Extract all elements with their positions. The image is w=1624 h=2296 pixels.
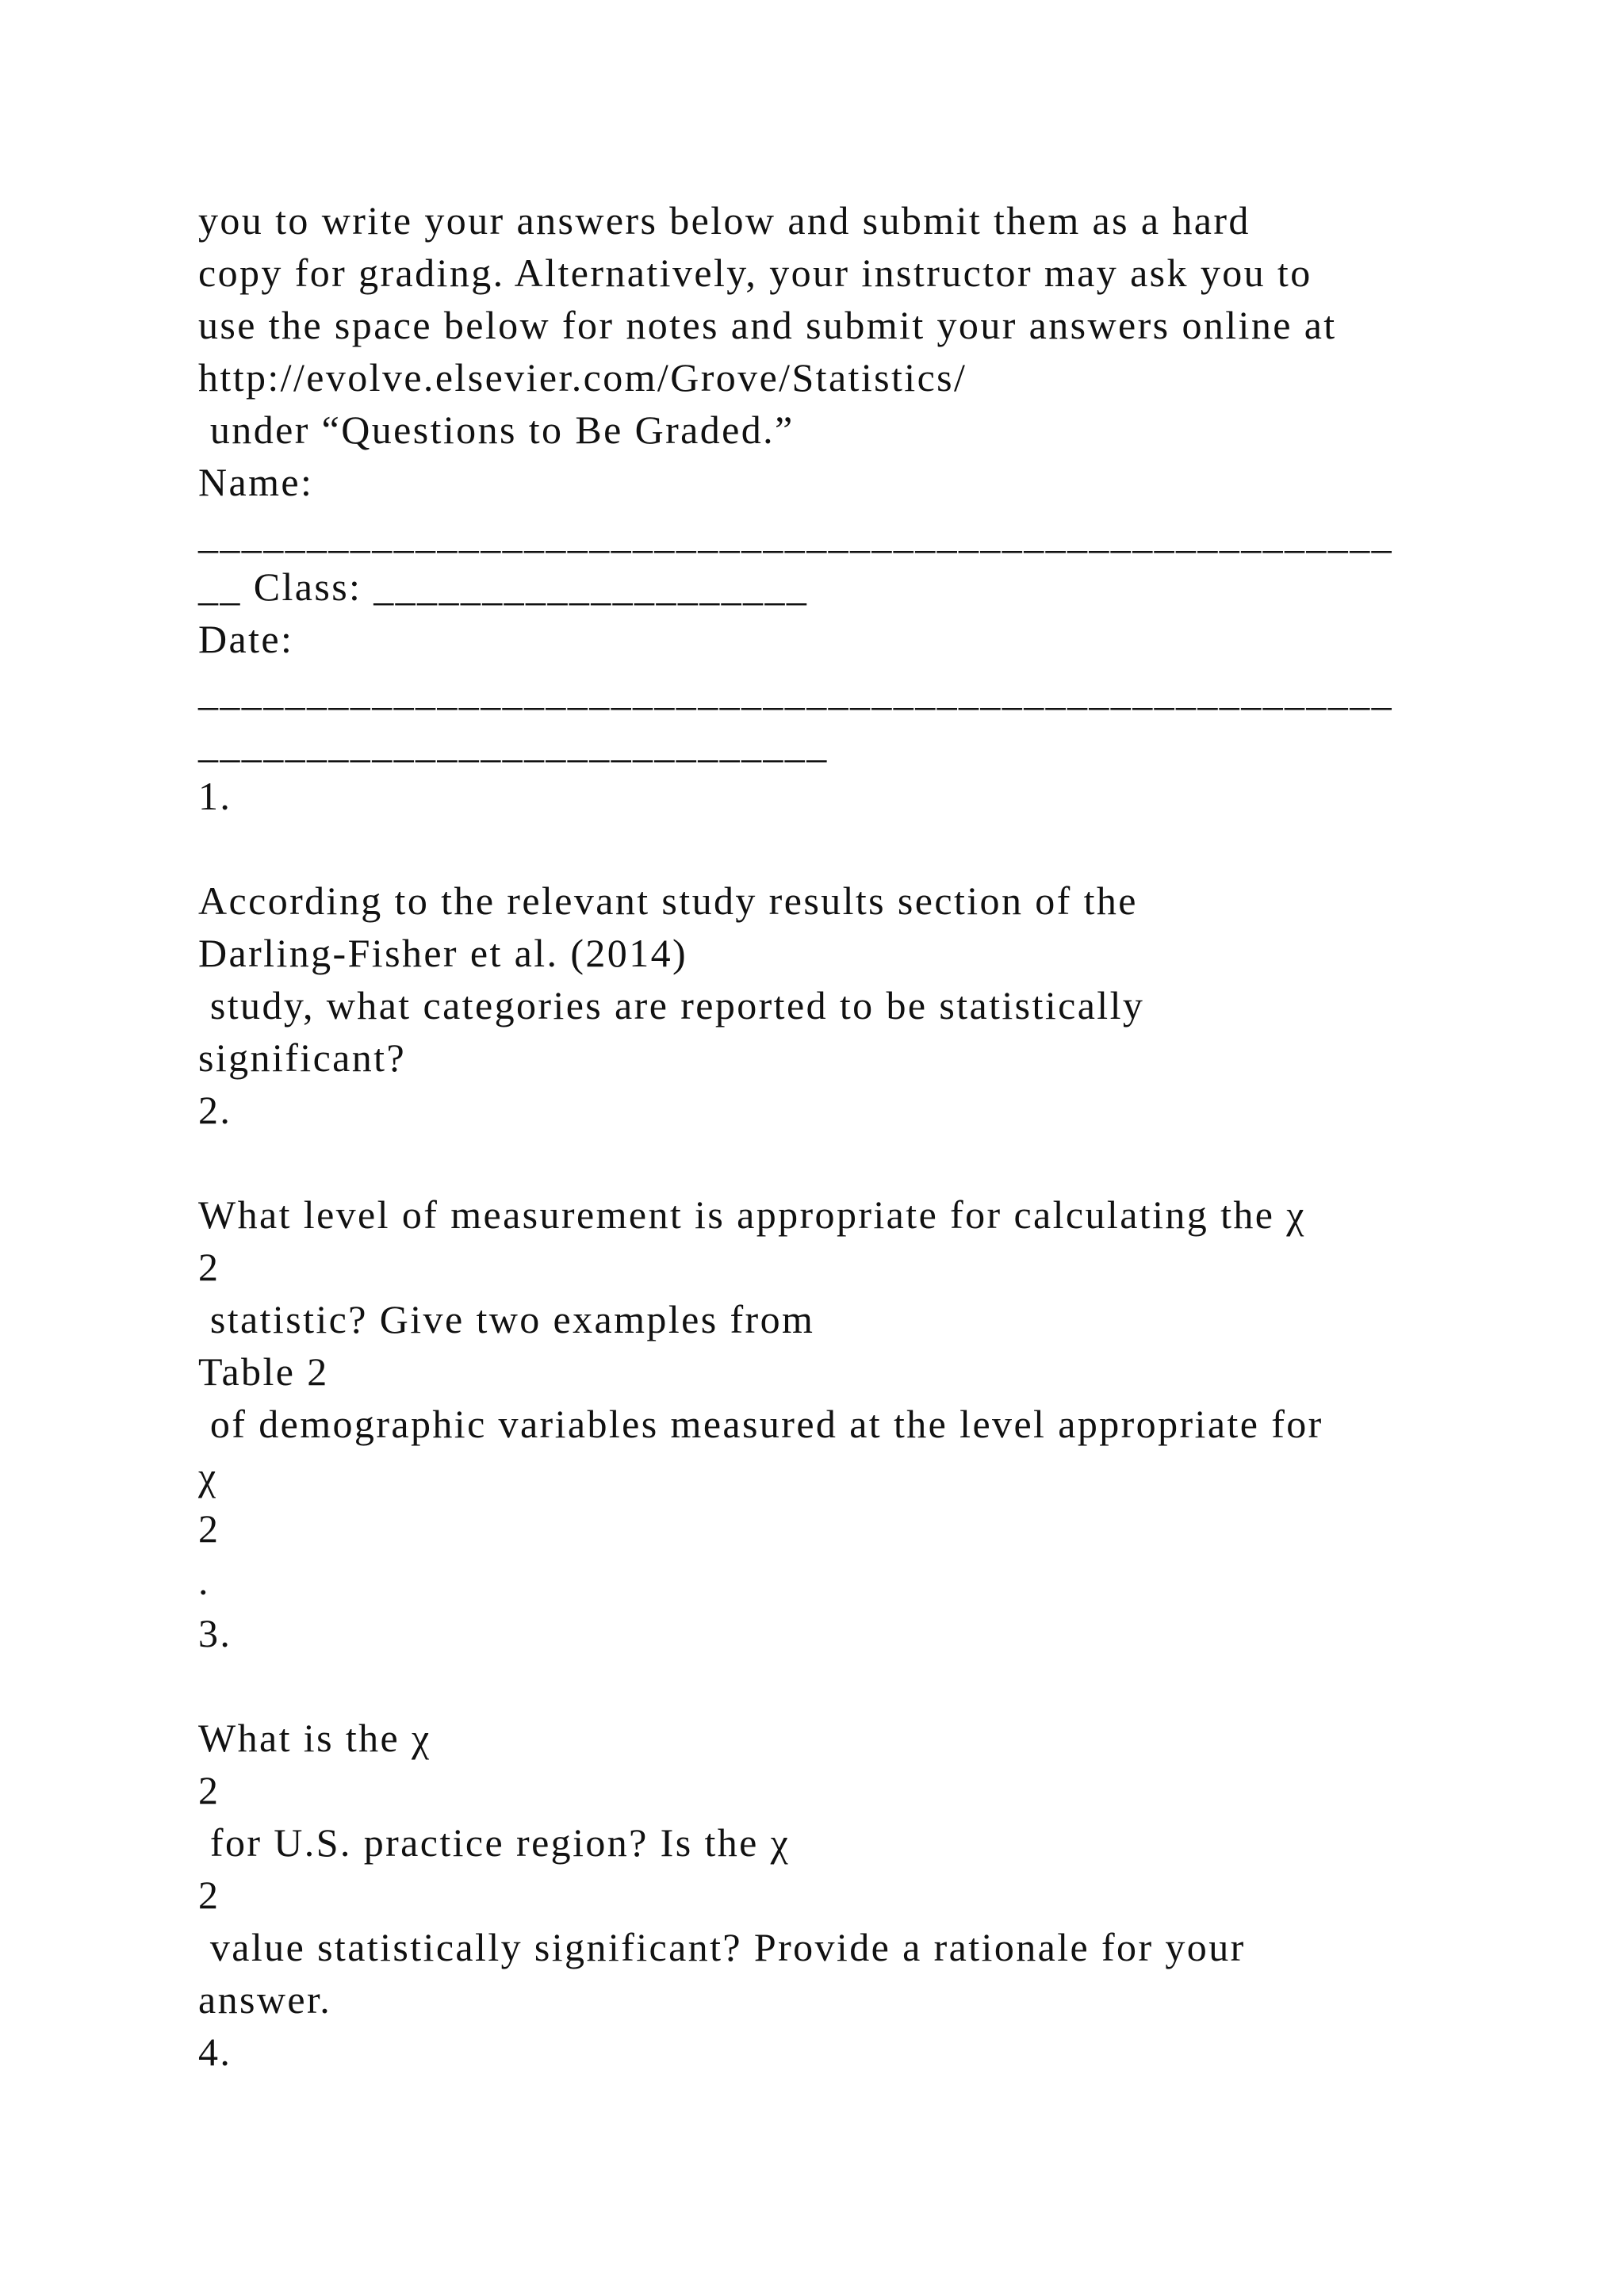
blank-line [198, 1136, 1467, 1188]
question-1-text: According to the relevant study results section of the [198, 878, 1138, 923]
question-3-text: 2 [198, 1768, 220, 1812]
question-3-text: for U.S. practice region? Is the χ [198, 1820, 791, 1865]
date-blank-line: _______________________________________________________ [198, 669, 1393, 714]
question-number-2: 2. [198, 1088, 232, 1132]
question-3-text: 2 [198, 1873, 220, 1917]
name-blank-line: _______________________________________________________ [198, 512, 1393, 557]
question-1-text: Darling-Fisher et al. (2014) [198, 931, 688, 975]
text-line: you to write your answers below and submit them as a hard [198, 198, 1251, 243]
question-3-text: value statistically significant? Provide a rationale for your [198, 1925, 1246, 1969]
question-1-text: significant? [198, 1035, 407, 1080]
question-2-text: 2 [198, 1245, 220, 1289]
text-line: under “Questions to Be Graded.” [198, 408, 795, 452]
question-2-text: Table 2 [198, 1349, 329, 1394]
question-2-text: χ [198, 1454, 218, 1498]
text-line: copy for grading. Alternatively, your instructor may ask you to [198, 251, 1312, 295]
question-2-text: of demographic variables measured at the level appropriate for [198, 1402, 1323, 1446]
document-body [198, 194, 1467, 2078]
url-text: http://evolve.elsevier.com/Grove/Statistics/ [198, 355, 967, 400]
date-blank-line-continued: _____________________________ [198, 721, 829, 766]
question-2-text: 2 [198, 1506, 220, 1551]
question-2-text: statistic? Give two examples from [198, 1297, 815, 1341]
question-1-text: study, what categories are reported to be statistically [198, 983, 1145, 1027]
question-3-text: What is the χ [198, 1716, 431, 1760]
question-number-1: 1. [198, 774, 232, 818]
question-number-4: 4. [198, 2030, 232, 2074]
question-number-3: 3. [198, 1611, 232, 1655]
blank-line [198, 1659, 1467, 1712]
question-2-text: What level of measurement is appropriate for calculating the χ [198, 1192, 1306, 1237]
question-2-text: . [198, 1559, 210, 1603]
class-blank-line: __ Class: ____________________ [198, 564, 809, 609]
blank-line [198, 822, 1467, 874]
text-line: use the space below for notes and submit your answers online at [198, 303, 1337, 347]
name-label: Name: [198, 460, 314, 504]
question-3-text: answer. [198, 1977, 332, 2022]
date-label: Date: [198, 617, 294, 661]
